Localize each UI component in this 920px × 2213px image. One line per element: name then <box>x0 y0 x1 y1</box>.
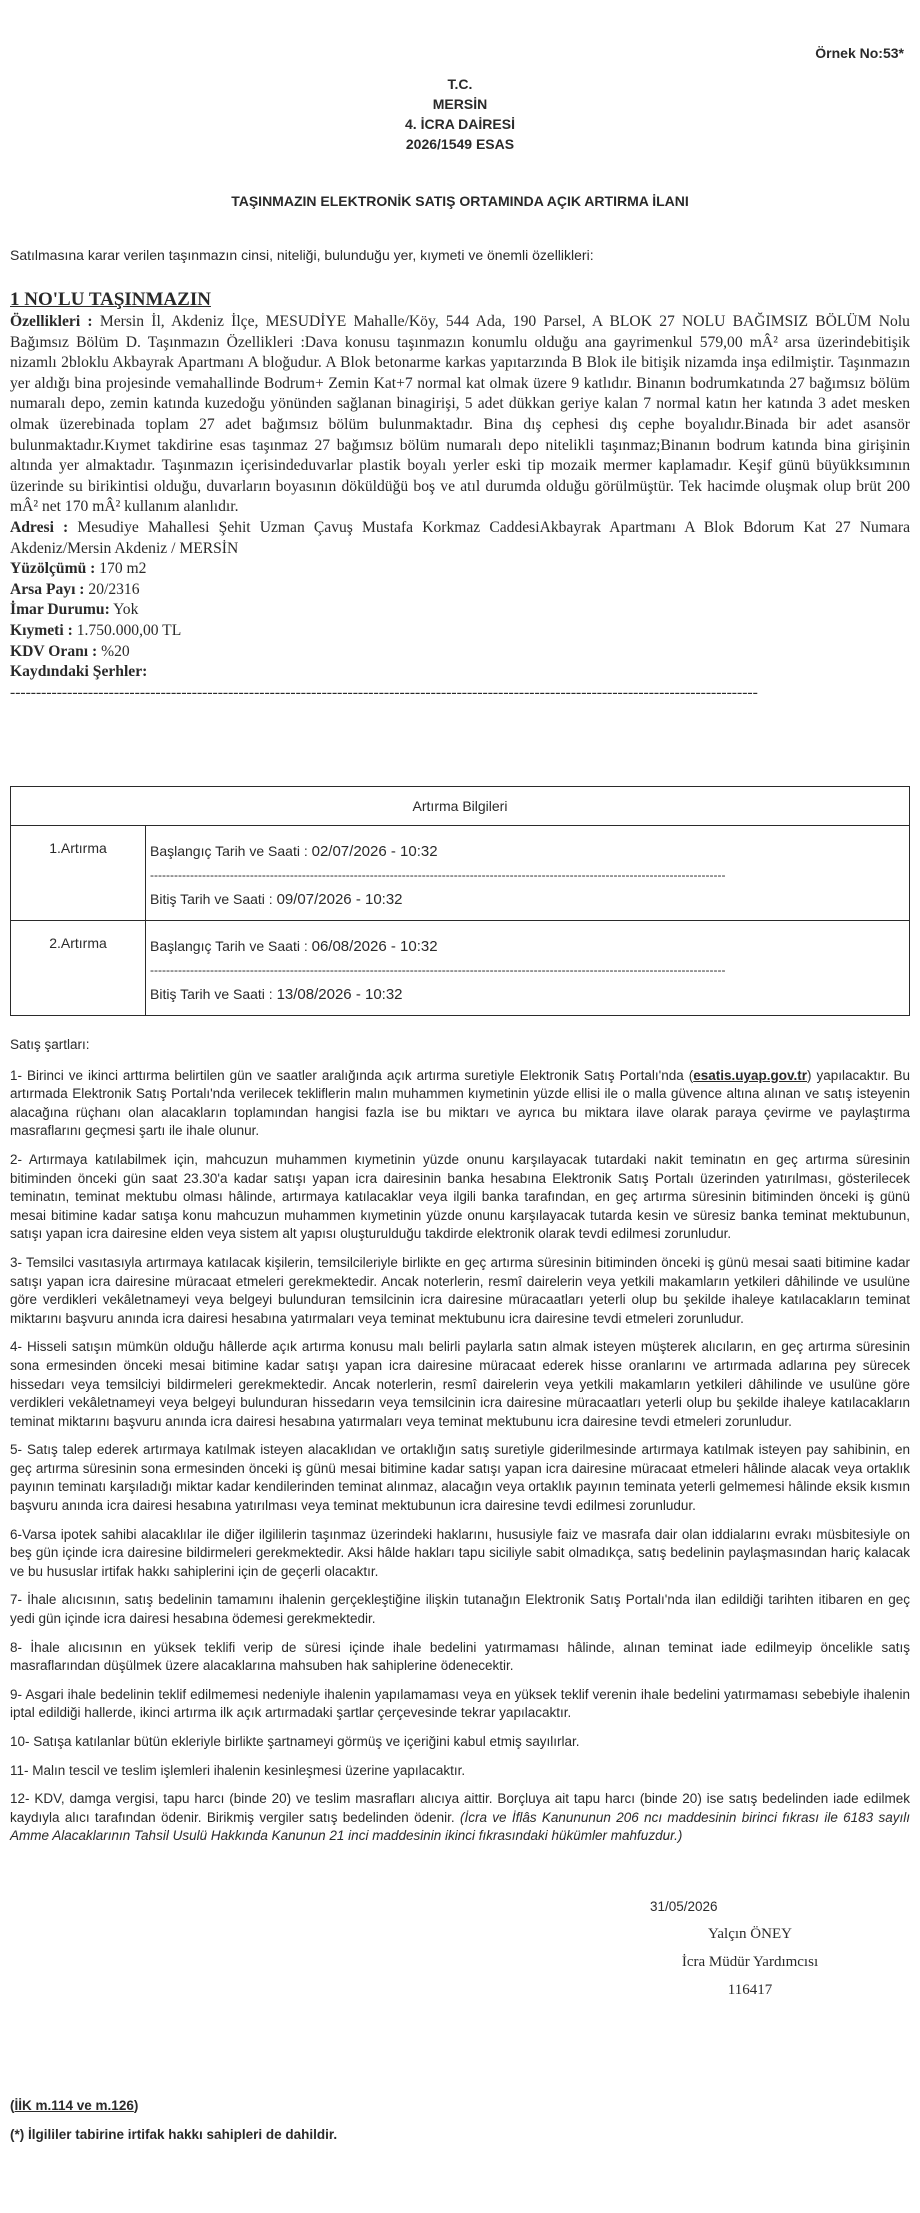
annotations-label: Kaydındaki Şerhler: <box>10 663 148 681</box>
property-heading: 1 NO'LU TAŞINMAZIN <box>10 289 211 310</box>
condition-10: 10- Satışa katılanlar bütün ekleriyle birlikte şartnameyi görmüş ve içeriğini kabul etmiş sayılırlar. <box>10 1734 580 1749</box>
table-row <box>11 826 910 921</box>
start-label: Başlangıç Tarih ve Saati : <box>150 843 308 859</box>
property-address <box>10 518 910 559</box>
document-header <box>10 74 910 154</box>
property-land-share <box>10 580 910 601</box>
start-label: Başlangıç Tarih ve Saati : <box>150 938 308 954</box>
signature-block <box>650 1920 850 2004</box>
area-label: Yüzölçümü : <box>10 560 96 578</box>
value-label: Kıymeti : <box>10 621 73 639</box>
header-tc: T.C. <box>447 76 473 92</box>
esatis-link[interactable]: esatis.uyap.gov.tr <box>693 1067 807 1083</box>
start-value: 06/08/2026 - 10:32 <box>311 938 438 955</box>
area-value: 170 m2 <box>99 560 147 578</box>
legal-reservation: (İcra ve İflâs Kanununun 206 ncı maddesinin birinci fıkrası ile 6183 sayılı Amme Alacaklarının Tahsil Usulü Hakkında Kanunun 21 inci maddesinin ikinci fıkrasındaki hükümler mahfuzdur.) <box>10 1809 910 1844</box>
ornek-no: Örnek No:53* <box>815 45 904 61</box>
condition-11: 11- Malın tescil ve teslim işlemleri ihalenin kesinleşmesi üzerine yapılacaktır. <box>10 1762 466 1778</box>
section-divider: ------------------------------------------------------------------------------------------------------------------------------------------------ <box>10 683 758 701</box>
signer-title: İcra Müdür Yardımcısı <box>681 1954 819 1970</box>
row-separator: ------------------------------------------------------------------------------------------------------------------------------------------------ <box>150 963 726 977</box>
footer-note: (*) İlgililer tabirine irtifak hakkı sahipleri de dahildir. <box>10 2127 338 2142</box>
signer-number: 116417 <box>727 1982 773 1998</box>
header-file-number: 2026/1549 ESAS <box>405 136 515 152</box>
vat-label: KDV Oranı : <box>10 642 98 660</box>
address-label: Adresi : <box>10 518 69 536</box>
features-label: Özellikleri : <box>10 313 93 330</box>
signer-name: Yalçın ÖNEY <box>708 1926 792 1942</box>
condition-12: 12- KDV, damga vergisi, tapu harcı (binde 20) ve teslim masrafları alıcıya aittir. Borçluya ait tapu harcı (binde 20) ise satış bedelinden iade edilmek kaydıyla alıcı tarafından ödenir. Birikmiş vergiler satış bedelinden ödenir. (İcra ve İflâs Kanununun 206 ncı maddesinin birinci fıkrası ile 6183 sayılı Amme Alacaklarının Tahsil Usulü Hakkında Kanunun 21 inci maddesinin ikinci fıkrasındaki hükümler mahfuzdur.) <box>10 1791 910 1844</box>
value-amount: 1.750.000,00 TL <box>76 621 182 639</box>
header-office: 4. İCRA DAİRESİ <box>405 116 515 132</box>
page-title: TAŞINMAZIN ELEKTRONİK SATIŞ ORTAMINDA AÇIK ARTIRMA İLANI <box>231 193 689 209</box>
sale-conditions <box>10 1036 910 1856</box>
land-share-label: Arsa Payı : <box>10 580 85 598</box>
condition-2: 2- Artırmaya katılabilmek için, mahcuzun muhammen kıymetinin yüzde onunu karşılayacak tutardaki nakit teminatın en geç artırma süresinin bitiminden önceki gün saat 23.30'a kadar satışı yapan icra dairesinin banka hesabına Elektronik Satış Portalı üzerinden yatırılması, gösterilecek teminatın, teminat mektubu olması hâlinde, artırmaya katılacaklar veya ilgili banka tarafından, en geç artırma süresinin bitiminden önceki iş günü mesai bitimine kadar satışa konu mahcuzun muhammen kıymetinin yüzde onunu karşılayacak tutarda kesin ve süresiz banka teminat mektubunun, satışı yapan icra dairesine elden veya sistem alt yapısı oluşturulduğu takdirde elektronik olarak tevdi edilmesi zorunludur. <box>10 1151 910 1242</box>
start-value: 02/07/2026 - 10:32 <box>311 843 438 860</box>
table-row <box>11 921 910 1016</box>
condition-9: 9- Asgari ihale bedelinin teklif edilmemesi nedeniyle ihalenin yapılamaması veya en yüksek teklif verenin ihale bedelini yatırmaması sebebiyle ihalenin iptal edildiği hallerde, ikinci artırma ilk açık artırmadaki şartlar çerçevesinde tekrar yapılacaktır. <box>10 1686 910 1721</box>
property-section <box>10 288 910 703</box>
condition-3: 3- Temsilci vasıtasıyla artırmaya katılacak kişilerin, temsilcileriyle birlikte en geç artırma süresinin bitiminden önceki iş günü mesai saati bitimine kadar satışı yapan icra dairesine müracaat etmeleri gerekmektedir. Ancak noterlerin, resmî dairelerin veya yetkili makamların yetkileri dâhilinde ve usulüne göre verdikleri vekâletnameyi veya belgeyi bulunduran temsilcinin icra dairesine müracaatları yeterli olup bu şekilde ihaleye katılacakların teminat miktarını başvuru anında icra dairesi hesabına yatırmaları veya teminat mektubunu icra dairesine tevdi etmeleri zorunludur. <box>10 1254 910 1326</box>
header-city: MERSİN <box>432 96 488 112</box>
condition-6: 6-Varsa ipotek sahibi alacaklılar ile diğer ilgililerin taşınmaz üzerindeki haklarını, hususiyle faiz ve masrafa dair olan iddialarını evrakı müsbitesiyle on beş gün içinde icra dairesine bildirmeleri gerekmektedir. Aksi hâlde hakları tapu siciliyle sabit olmadıkça, satış bedelinin paylaşmasından hariç kalacak ve bu hususlar irtifak hakkı sahiplerini için de geçerli olacaktır. <box>10 1526 910 1579</box>
land-share-value: 20/2316 <box>88 580 140 598</box>
property-zoning <box>10 600 910 621</box>
property-value <box>10 621 910 642</box>
condition-5: 5- Satış talep ederek artırmaya katılmak isteyen alacaklıdan ve ortaklığın satış suretiyle giderilmesinde artırmaya katılmak isteyen pay sahibinin, en geç artırma süresinin sona ermesinden önceki iş günü mesai bitimine kadar satışı yapan icra dairesine müracaat etmeleri hâlinde alacak veya ortaklık payının teminatı karşıladığı miktar kadar kendilerinden teminat alınmaz, alacağın veya ortaklık payının teminata yeterli gelmemesi hâlinde eksik kısmın başvuru anında icra dairesi hesabına yatırılması veya teminat mektubunun icra dairesine tevdi edilmesi zorunludur. <box>10 1442 910 1514</box>
legal-reference-link: İİK m.114 ve m.126 <box>14 2098 134 2113</box>
document-date: 31/05/2026 <box>650 1899 718 1914</box>
features-text: Mersin İl, Akdeniz İlçe, MESUDİYE Mahalle/Köy, 544 Ada, 190 Parsel, A BLOK 27 NOLU BAĞIMSIZ BÖLÜM Nolu Bağımsız Bölüm D. Taşınmazın Özellikleri :Dava konusu taşınmazın konumlu olduğu ana gayrimenkul 579,00 mÂ² arsa üzerindebitişik nizamlı 2bloklu Akbayrak Apartmanı A bloğudur. A Blok betonarme karkas yapıtarzında B Blok ile bitişik nizamda inşa edilmiştir. Taşınmazın yer aldığı bina projesinde vemahallinde Bodrum+ Zemin Kat+7 normal kat olmak üzere 9 katlıdır. Binanın bodrumkatında 27 bağımsız bölüm numaralı depo, zemin katında kuzedoğu yönünden sağlanan binagirişi, 5 adet dükkan geriye kalan 7 normal katın her katında 3 adet mesken olmak üzerebinada toplam 27 adet bağımsız bölüm bulunmaktadır. Bina dış cephesi dış cephe boyalıdır.Binada bir adet asansör bulunmaktadır.Kıymet takdirine esas taşınmaz 27 bağımsız bölüm numaralı depo nitelikli taşınmaz;Binanın bodrum katında bina girişinin altında yer almaktadır. Taşınmazın içerisindeduvarlar plastik boyalı yerler eski tip mozaik mermer kaplamadır. Keşif günü büyükksımının üzerinde su birikintisi olduğu, duvarların boyasının döküldüğü boş ve atıl durumda olduğu görülmüştür. Tek hacimde oluşmak olup brüt 200 mÂ² net 170 mÂ² kullanım alanlıdır. <box>10 313 910 516</box>
auction-label: 2.Artırma <box>11 921 146 1016</box>
condition-8: 8- İhale alıcısının en yüksek teklifi verip de süresi içinde ihale bedelini yatırmaması hâlinde, alınan teminat iade edilmeyip öncelikle satış masraflarından düşülmek üzere alacaklarına mahsuben hak sahiplerine ödenecektir. <box>10 1639 910 1674</box>
end-value: 09/07/2026 - 10:32 <box>276 891 403 908</box>
auction-table <box>10 786 910 1016</box>
condition-7: 7- İhale alıcısının, satış bedelinin tamamını ihalenin gerçekleştiğine ilişkin tutanağın Elektronik Satış Portalı'nda ilan edildiği tarihten itibaren en geç yedi gün içinde icra dairesi hesabına ödemesi gerekmektedir. <box>10 1592 910 1627</box>
row-separator: ------------------------------------------------------------------------------------------------------------------------------------------------ <box>150 868 726 882</box>
conditions-heading: Satış şartları: <box>10 1037 90 1052</box>
zoning-label: İmar Durumu: <box>10 601 110 619</box>
condition-1: 1- Birinci ve ikinci arttırma belirtilen gün ve saatler aralığında açık artırma suretiyle Elektronik Satış Portalı'nda (esatis.uyap.gov.tr) yapılacaktır. Bu artırmada Elektronik Satış Portalı'nda verilecek tekliflerin malın muhammen kıymetinin yüzde ellisi ile o malla güvence altına alınan ve satış isteyenin alacağına rüçhanı olan alacakların toplamından hangisi fazla ise bu miktarı ve ayrıca bu miktara ilave olarak paraya çevirme ve paylaştırma masraflarını geçmesi şartı ile ihale olunur. <box>10 1067 910 1139</box>
vat-value: %20 <box>101 642 130 660</box>
auction-table-header: Artırma Bilgileri <box>11 787 910 826</box>
condition-4: 4- Hisseli satışın mümkün olduğu hâllerde açık artırma konusu malı belirli paylarla satın almak isteyen müşterek alıcıların, en geç artırma süresinin sona ermesinden önceki mesai bitimine kadar satışı yapan icra dairesine müracaat ederek hisse oranlarını ve artırmada adlarına pey sürecek hissedarı veya temsilciyi bildirmeleri gerekmektedir. Ancak noterlerin, resmî dairelerin veya yetkili makamların yetkileri dâhilinde ve usulüne göre verdikleri vekâletnameyi veya belgeyi bulunduran hissedarın veya temsilcinin icra dairesine müracaatları yeterli olup bu şekilde ihaleye katılacakların teminat miktarını başvuru anında icra dairesi hesabına yatırmaları veya teminat mektubunu icra dairesine tevdi etmeleri zorunludur. <box>10 1339 910 1429</box>
property-area <box>10 559 910 580</box>
end-value: 13/08/2026 - 10:32 <box>276 986 403 1003</box>
auction-label: 1.Artırma <box>11 826 146 921</box>
property-vat <box>10 642 910 663</box>
zoning-value: Yok <box>113 601 139 619</box>
legal-reference: (İİK m.114 ve m.126) <box>10 2098 139 2113</box>
end-label: Bitiş Tarih ve Saati : <box>150 891 273 907</box>
property-features <box>10 312 910 518</box>
end-label: Bitiş Tarih ve Saati : <box>150 986 273 1002</box>
intro-text: Satılmasına karar verilen taşınmazın cinsi, niteliği, bulunduğu yer, kıymeti ve önemli özellikleri: <box>10 247 594 263</box>
property-annotations <box>10 662 910 683</box>
address-text: Mesudiye Mahallesi Şehit Uzman Çavuş Mustafa Korkmaz CaddesiAkbayrak Apartmanı A Blok Bdorum Kat 27 Numara Akdeniz/Mersin Akdeniz / MERSİN <box>10 518 910 557</box>
